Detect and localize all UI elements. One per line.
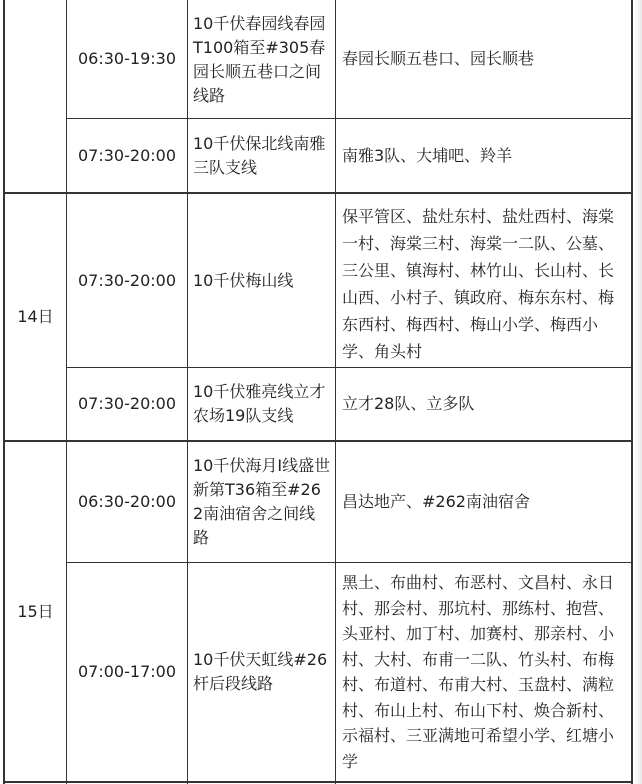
time-cell: 07:30-20:00	[78, 270, 176, 290]
area-cell: 南雅3队、大埔吧、羚羊	[342, 145, 513, 165]
line-cell: 10千伏天虹线#26杆后段线路	[193, 650, 328, 693]
area-cell: 保平管区、盐灶东村、盐灶西村、海棠一村、海棠三村、海棠一二队、公墓、三公里、镇海村、林竹山、长山村、长山西、小村子、镇政府、梅东东村、梅东西村、梅西村、梅山小学、梅西小学、角头村	[342, 207, 615, 361]
line-cell: 10千伏海月Ⅰ线盛世新第T36箱至#262南油宿舍之间线路	[193, 456, 331, 547]
time-cell: 07:00-17:00	[78, 662, 176, 681]
area-cell: 立才28队、立多队	[342, 394, 475, 413]
line-cell: 10千伏春园线春园T100箱至#305春园长顺五巷口之间线路	[193, 14, 326, 105]
area-cell: 昌达地产、#262南油宿舍	[342, 492, 530, 511]
time-cell: 07:30-20:00	[78, 394, 176, 413]
table-border-bottom	[3, 781, 633, 783]
time-cell: 07:30-20:00	[78, 145, 176, 165]
line-cell: 10千伏雅亮线立才农场19队支线	[193, 382, 326, 425]
time-cell: 06:30-20:00	[78, 492, 176, 511]
area-cell: 黑土、布曲村、布恶村、文昌村、永日村、那会村、那坑村、那练村、抱营、头亚村、加丁村、加赛村、那亲村、小村、大村、布甫一二队、竹头村、布梅村、布道村、布甫大村、玉盘村、满粒村、布山上村、布山下村、焕合新村、示福村、三亚满地可希望小学、红塘小学	[342, 573, 615, 771]
time-cell: 06:30-19:30	[78, 49, 176, 68]
line-cell: 10千伏保北线南雅三队支线	[193, 133, 326, 177]
date-cell: 14日	[17, 307, 54, 326]
right-edge-shadow	[634, 0, 642, 784]
area-cell: 春园长顺五巷口、园长顺巷	[342, 49, 535, 68]
line-cell: 10千伏梅山线	[193, 270, 294, 290]
date-cell: 15日	[17, 601, 54, 621]
